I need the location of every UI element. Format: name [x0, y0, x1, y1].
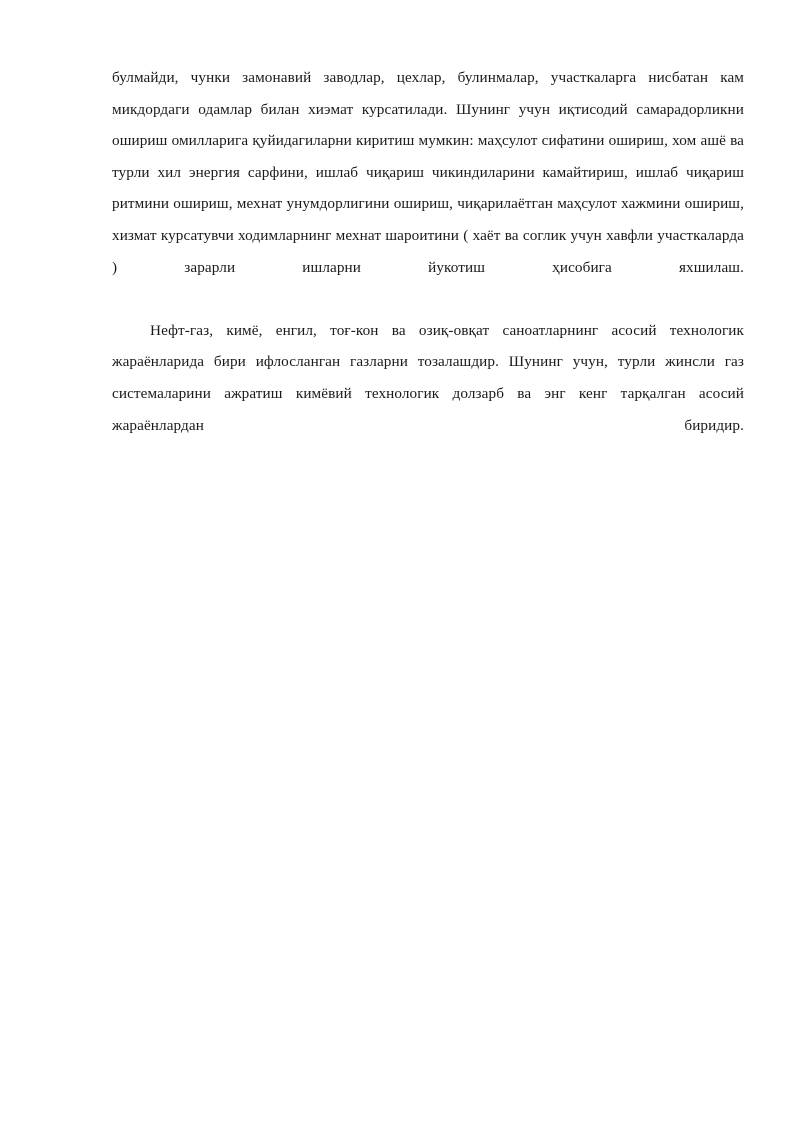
- page-body: [112, 62, 744, 473]
- body-paragraph-2: Нефт-газ, кимё, енгил, тоғ-кон ва озиқ-овқат саноатларнинг асосий технологик жараёнларида бири ифлосланган газларни тозалашдир. Шунинг учун, турли жинсли газ системаларини ажратиш кимёвий технологик долзарб ва энг кенг тарқалган асосий жараёнлардан биридир.: [112, 321, 744, 434]
- body-paragraph-1: булмайди, чунки замонавий заводлар, цехлар, булинмалар, участкаларга нисбатан кам микдордаги одамлар билан хиэмат курсатилади. Шунинг учун иқтисодий самарадорликни ошириш омилларига қуйидагиларни киритиш мумкин: маҳсулот сифатини ошириш, хом ашё ва турли хил энергия сарфини, ишлаб чиқариш чикиндиларини камайтириш, ишлаб чиқариш ритмини ошириш, мехнат унумдорлигини ошириш, чиқарилаётган маҳсулот хажмини ошириш, хизмат курсатувчи ходимларнинг мехнат шароитини ( хаёт ва соглик учун хавфли участкаларда ) зарарли ишларни йукотиш ҳисобига яхшилаш.: [112, 69, 744, 276]
